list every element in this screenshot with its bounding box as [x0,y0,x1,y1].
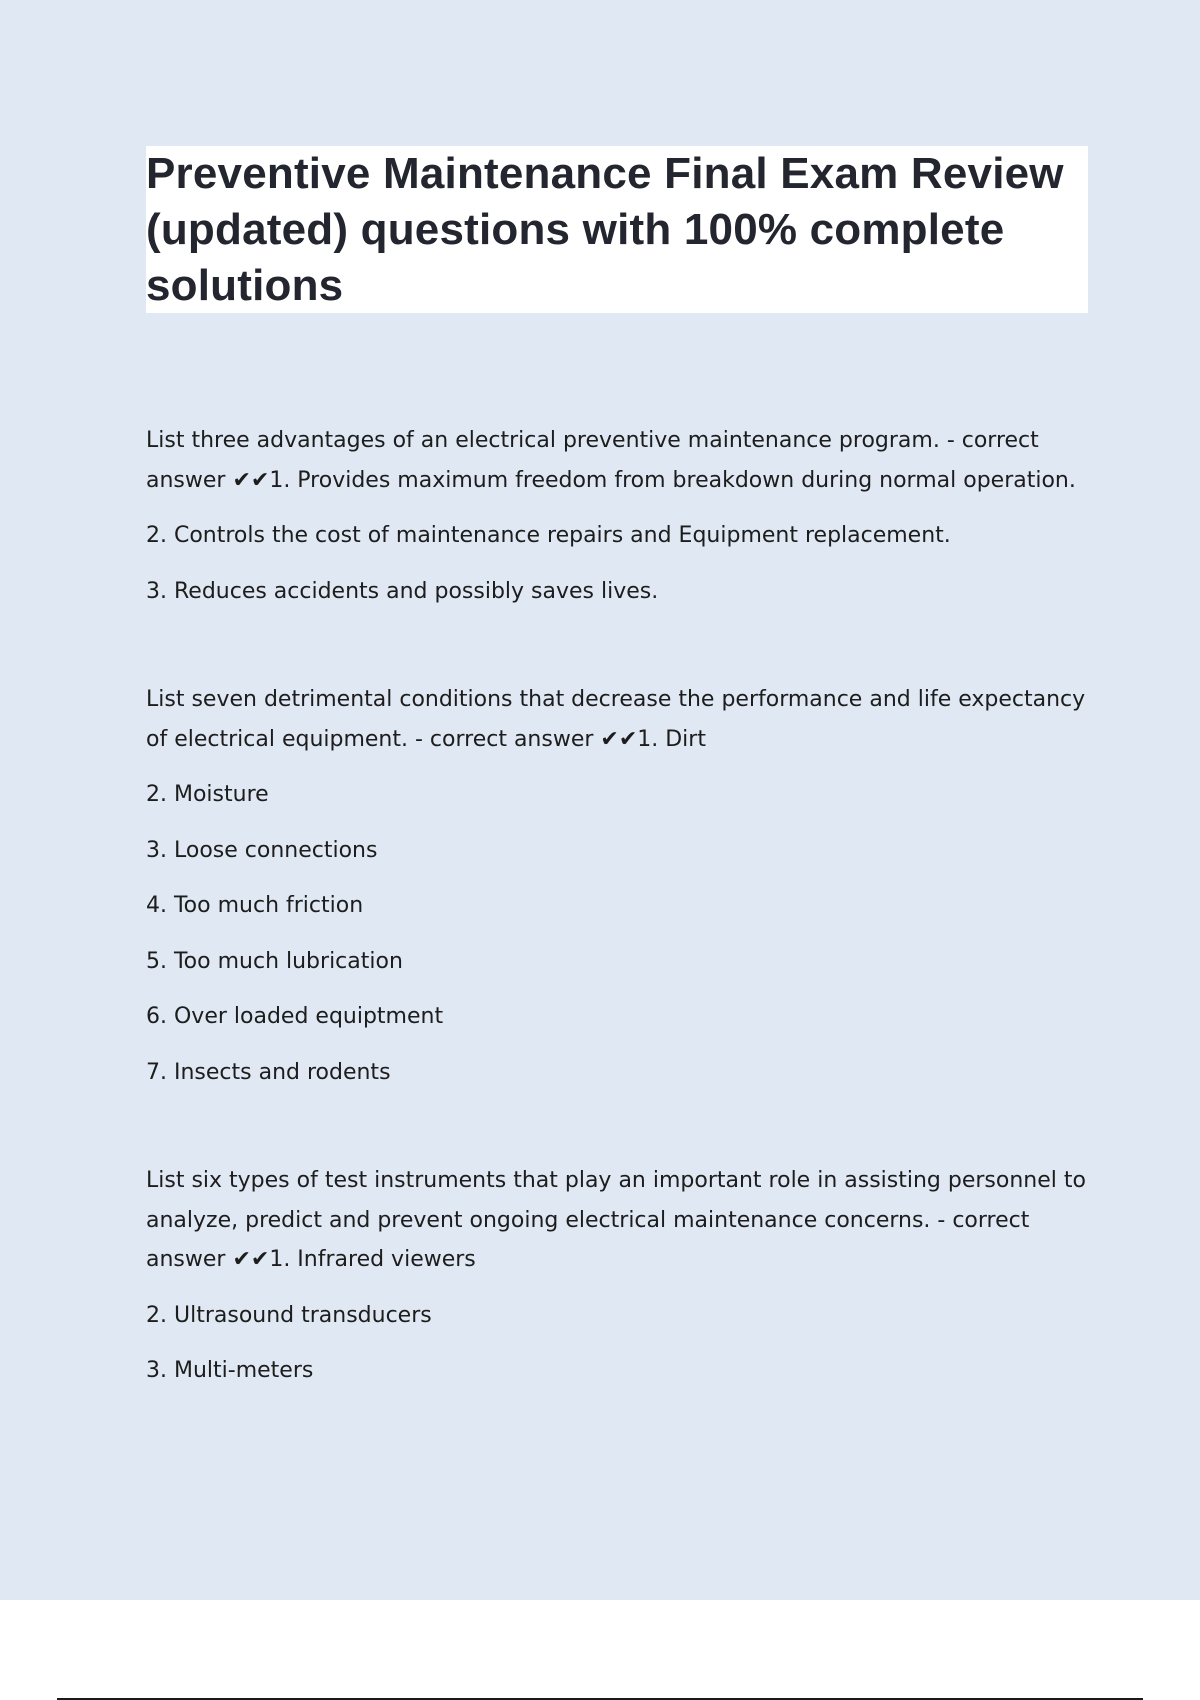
answer-item: 2. Moisture [146,782,269,807]
qa-block [146,1161,1096,1391]
answer-item: 3. Multi-meters [146,1358,314,1383]
qa-block [146,680,1096,1092]
answer-item: 3. Loose connections [146,837,378,863]
question-text: List three advantages of an electrical preventive maintenance program. - correct answer ✔✔1. Provides maximum freedom from breakdown during normal operation. [146,428,1076,493]
question-text: List six types of test instruments that play an important role in assisting personnel to analyze, predict and prevent ongoing electrical maintenance concerns. - correct answer ✔✔1. Infrared viewers [146,1168,1086,1272]
answer-item: 7. Insects and rodents [146,1059,391,1085]
answer-item: 2. Controls the cost of maintenance repairs and Equipment replacement. [146,523,951,548]
qa-block [146,421,1096,611]
answer-item: 4. Too much friction [146,893,364,918]
question-text: List seven detrimental conditions that decrease the performance and life expectancy of electrical equipment. - correct answer ✔✔1. Dirt [146,687,1086,752]
answer-item: 3. Reduces accidents and possibly saves lives. [146,578,659,604]
document-body [146,421,1096,1391]
answer-item: 2. Ultrasound transducers [146,1302,432,1328]
answer-item: 5. Too much lubrication [146,948,403,974]
title-box [146,146,1088,313]
document-title: Preventive Maintenance Final Exam Review (updated) questions with 100% complete solutions [146,149,1064,310]
answer-item: 6. Over loaded equiptment [146,1004,444,1029]
